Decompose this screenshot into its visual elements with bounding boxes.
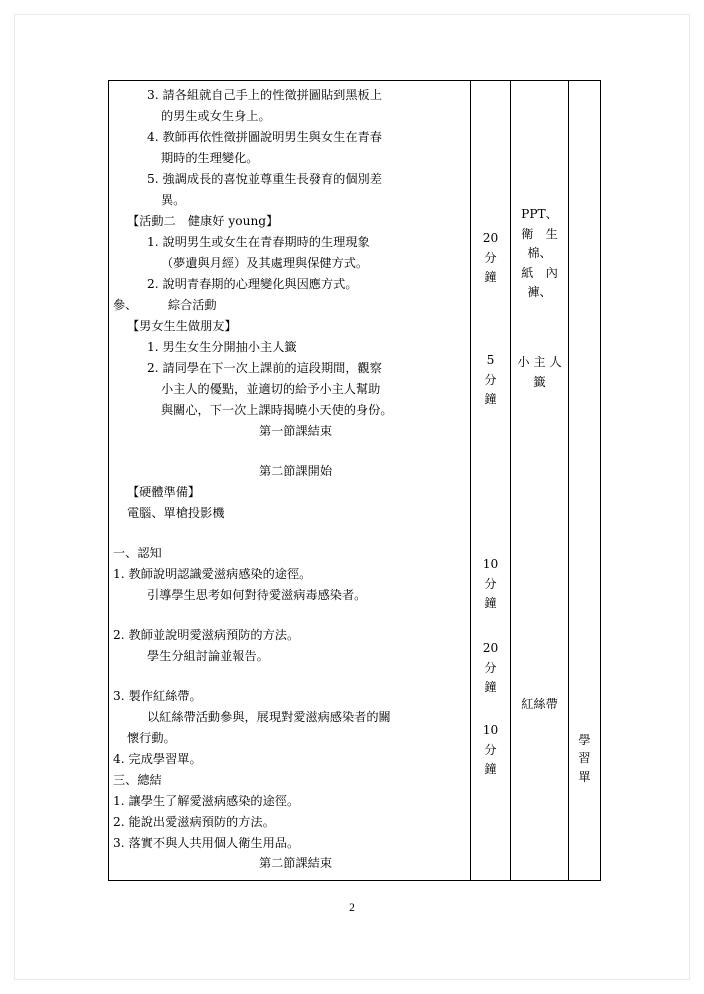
time-column-cell <box>471 81 511 881</box>
activity-line: 2. 能說出愛滋病預防的方法。 <box>113 814 275 829</box>
activity-line: 3. 落實不與人共用個人衛生用品。 <box>113 835 300 850</box>
time-line: 鐘 <box>484 762 497 777</box>
activity-line: 異。 <box>161 192 186 207</box>
time-line: 10 <box>482 557 499 571</box>
activity-line: 3. 製作紅絲帶。 <box>113 688 202 703</box>
resource-line: 紅絲帶 <box>521 697 558 711</box>
time-allocation <box>471 639 510 698</box>
activity-line: 懷行動。 <box>127 730 176 745</box>
activity-line: 學生分組討論並報告。 <box>147 648 269 663</box>
activity-line: 1. 讓學生了解愛滋病感染的途徑。 <box>113 793 300 808</box>
resource-item <box>511 353 568 392</box>
time-line: 分 <box>484 372 497 387</box>
activity-line: 與關心，下一次上課時揭曉小天使的身份。 <box>161 402 393 417</box>
time-allocation <box>471 351 510 410</box>
resource-line: PPT、 <box>521 207 558 221</box>
time-line: 20 <box>482 231 499 245</box>
time-line: 分 <box>484 660 497 675</box>
resource-line: 褲、 <box>527 285 552 300</box>
resource-line: 棉、 <box>527 246 552 261</box>
activity-line: 1. 說明男生或女生在青春期時的生理現象 <box>147 234 370 249</box>
resource-line: 紙 內 <box>521 265 558 280</box>
time-line: 10 <box>482 723 499 737</box>
activity-line: 2. 請同學在下一次上課前的這段期間，觀察 <box>147 360 382 375</box>
activity-line: 3. 請各組就自己手上的性徵拼圖貼到黑板上 <box>147 88 382 102</box>
activity-line: （夢遺與月經）及其處理與保健方式。 <box>161 255 369 270</box>
time-line: 鐘 <box>484 392 497 407</box>
evaluation-content <box>569 731 600 786</box>
activity-line: 【活動二 健康好 young】 <box>127 213 279 228</box>
activity-content <box>109 81 470 880</box>
page-number: 2 <box>349 902 355 914</box>
activity-line: 引導學生思考如何對待愛滋病毒感染者。 <box>147 587 367 602</box>
evaluation-line: 學 <box>578 733 591 747</box>
activity-column-cell <box>109 81 471 881</box>
lesson-plan-table <box>108 80 601 881</box>
activity-line: 4. 教師再依性徵拼圖說明男生與女生在青春 <box>147 129 382 144</box>
time-line: 分 <box>484 250 497 265</box>
activity-line: 1. 男生女生分開抽小主人籤 <box>147 339 297 354</box>
spacer-line <box>113 667 464 686</box>
activity-line: 5. 強調成長的喜悅並尊重生長發育的個別差 <box>147 171 382 186</box>
spacer-line <box>113 606 464 625</box>
activity-line: 4. 完成學習單。 <box>113 751 202 766</box>
resource-column-cell <box>511 81 569 881</box>
time-line: 鐘 <box>484 680 497 695</box>
activity-line: 的男生或女生身上。 <box>161 108 271 123</box>
activity-line: 2. 教師並說明愛滋病預防的方法。 <box>113 627 300 642</box>
time-line: 分 <box>484 742 497 757</box>
resource-item <box>511 205 568 303</box>
evaluation-line: 單 <box>578 769 591 784</box>
time-line: 5 <box>486 353 495 367</box>
resource-line: 衛 生 <box>521 226 558 241</box>
activity-line: 三、總結 <box>113 772 162 787</box>
spacer-line <box>113 524 464 543</box>
activity-line: 【硬體準備】 <box>127 484 201 499</box>
activity-line: 電腦、單槍投影機 <box>127 505 225 520</box>
time-line: 20 <box>482 641 499 655</box>
activity-line: 參、 綜合活動 <box>113 297 217 312</box>
activity-line: 【男女生生做朋友】 <box>127 318 237 333</box>
activity-line: 期時的生理變化。 <box>161 150 259 165</box>
evaluation-column-cell <box>569 81 601 881</box>
activity-line: 第一節課結束 <box>258 423 333 438</box>
activity-line: 一、認知 <box>113 545 162 560</box>
time-allocation <box>471 555 510 614</box>
time-allocation <box>471 721 510 780</box>
spacer-line <box>113 442 464 461</box>
activity-line: 以紅絲帶活動參與，展現對愛滋病感染者的關 <box>147 709 391 724</box>
resource-line: 籤 <box>533 374 546 389</box>
activity-line: 第二節課開始 <box>258 463 333 478</box>
activity-line: 1. 教師說明認識愛滋病感染的途徑。 <box>113 566 312 581</box>
resource-item <box>511 695 568 715</box>
activity-line: 第二節課結束 <box>258 856 333 871</box>
time-line: 鐘 <box>484 596 497 611</box>
time-line: 鐘 <box>484 270 497 285</box>
activity-line: 小主人的優點，並適切的給予小主人幫助 <box>161 381 381 396</box>
activity-line: 2. 說明青春期的心理變化與因應方式。 <box>147 276 358 291</box>
time-line: 分 <box>484 576 497 591</box>
resource-line: 小 主 人 <box>517 355 562 369</box>
time-allocation <box>471 229 510 288</box>
evaluation-line: 習 <box>578 751 591 766</box>
